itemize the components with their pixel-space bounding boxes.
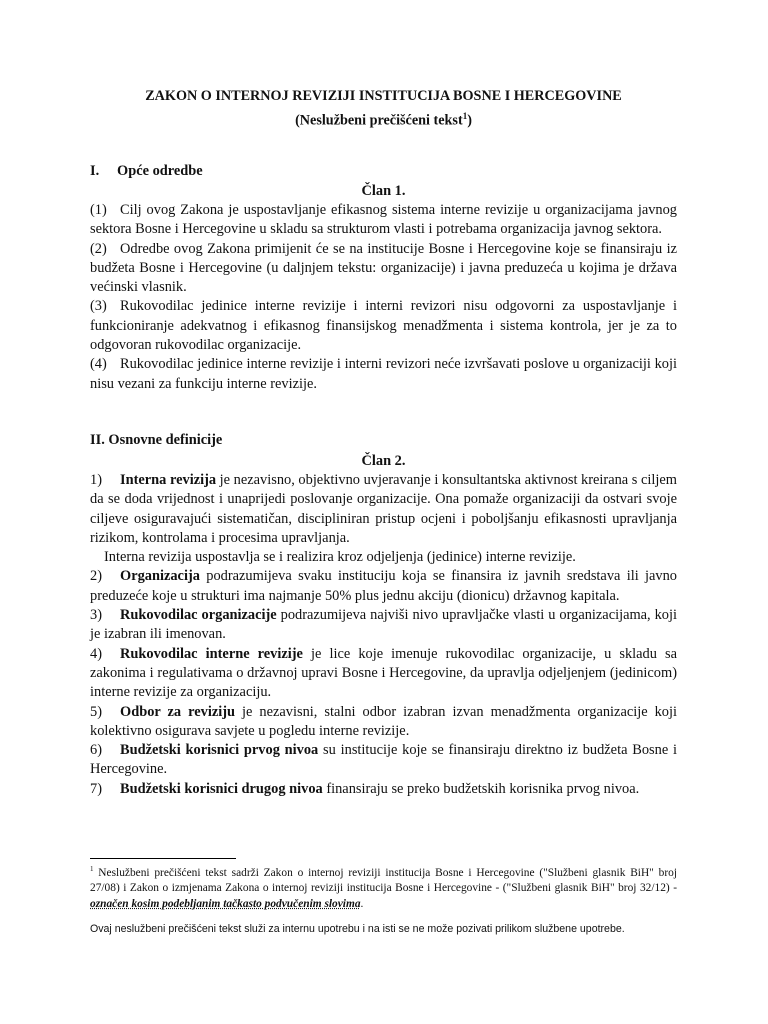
definition-item bbox=[90, 606, 677, 645]
article-1-title: Član 1. bbox=[361, 183, 406, 199]
definition-number: 4) bbox=[90, 645, 102, 662]
definition-text: Interna revizija uspostavlja se i realizira kroz odjeljenja (jedinice) interne revizije. bbox=[104, 549, 576, 566]
definition-item bbox=[90, 471, 677, 548]
definition-number: 5) bbox=[90, 703, 102, 720]
definition-item bbox=[90, 703, 677, 742]
paragraph-text: Odredbe ovog Zakona primijenit će se na institucije Bosne i Hercegovine koje se finansiraju iz budžeta Bosne i Hercegovine (u daljnjem tekstu: organizacije) i javna preduzeća u kojima je država većinski vlasnik. bbox=[90, 240, 677, 296]
definition-number: 1) bbox=[90, 472, 102, 488]
definition-text: su institucije koje se finansiraju direktno iz budžeta Bosne i Hercegovine. bbox=[90, 742, 677, 778]
definition-text: je nezavisno, objektivno uvjeravanje i konsultantska aktivnost kreirana s ciljem da se doda vrijednost i unaprijedi poslovanje organizacije. Ona pomaže organizaciji da ostvari svoje ciljeve osiguravajući sistematičan, discipliniran pristup ocjeni i poboljšanju efikasnosti upravljanja rizikom, kontrolama i procesima upravljanja. bbox=[90, 472, 677, 546]
definition-item bbox=[90, 567, 677, 606]
footnote-ref[interactable]: 1 bbox=[462, 111, 468, 121]
footnote-separator bbox=[90, 858, 236, 859]
paragraph-number: (4) bbox=[90, 356, 107, 373]
paragraph-text: Cilj ovog Zakona je uspostavljanje efikasnog sistema interne revizije u organizacijama javnog sektora Bosne i Hercegovine u skladu sa strukturom vlasti i potrebama organizacija javnog sektora. bbox=[90, 202, 677, 238]
definition-term: Rukovodilac organizacije bbox=[120, 607, 277, 624]
definition-number: 2) bbox=[90, 568, 102, 585]
article-1-paragraph bbox=[90, 240, 677, 298]
footnote: $^1$ Neslužbeni prečišćeni tekst sadrži Zakon o internoj reviziji institucija Bosne i Hercegovine ("Službeni glasnik BiH" broj 27/08) i Zakon o izmjenama Zakona o internoj reviziji institucija Bosne i Hercegovine - ("Službeni glasnik BiH" broj 32/12) - označen kosim podebljanim tačkasto podvučenim slovima. bbox=[90, 865, 677, 910]
definition-text: podrazumijeva najviši nivo upravljačke vlasti u organizacijama, koji je izabran ili imenovan. bbox=[90, 607, 677, 643]
section-1-heading: I. Opće odredbe bbox=[90, 163, 203, 179]
definition-number: 7) bbox=[90, 780, 102, 797]
definition-term: Odbor za reviziju bbox=[120, 703, 236, 720]
definition-text: je lice koje imenuje rukovodilac organizacije, u skladu sa zakonima i regulativama o državnoj upravi Bosne i Hercegovine, da upravlja odjeljenjem (jedinicom) interne revizije za organizaciju. bbox=[90, 645, 677, 701]
paragraph-number: (2) bbox=[90, 240, 107, 257]
section-2-heading: II. Osnovne definicije bbox=[90, 432, 223, 448]
marked-text-sample: označen kosim podebljanim tačkasto podvučenim slovima bbox=[90, 897, 361, 910]
article-1-paragraph bbox=[90, 297, 677, 355]
definition-item bbox=[90, 548, 677, 567]
definition-text: je nezavisni, stalni odbor izabran izvan menadžmenta organizacije koji kolektivno osigurava savjete u pogledu interne revizije. bbox=[90, 703, 677, 739]
definition-term: Interna revizija bbox=[120, 472, 217, 488]
paragraph-text: Rukovodilac jedinice interne revizije i interni revizori neće izvršavati poslove u organizaciji koji nisu vezani za funkciju interne revizije. bbox=[90, 356, 677, 392]
definition-item bbox=[90, 741, 677, 780]
paragraph-number: (3) bbox=[90, 298, 107, 315]
title-line-2: (Neslužbeni prečišćeni tekst$^1$) bbox=[295, 111, 472, 129]
title-line-1: ZAKON O INTERNOJ REVIZIJI INSTITUCIJA BOSNE I HERCEGOVINE bbox=[145, 88, 622, 104]
disclaimer-note: Ovaj neslužbeni prečišćeni tekst služi za internu upotrebu i na isti se ne može pozivati prilikom službene upotrebe. bbox=[90, 923, 625, 935]
document-title bbox=[90, 86, 677, 131]
article-1-paragraph bbox=[90, 201, 677, 240]
definition-term: Organizacija bbox=[120, 568, 200, 585]
article-1-body bbox=[90, 201, 677, 394]
article-1-paragraph bbox=[90, 355, 677, 394]
definition-text: finansiraju se preko budžetskih korisnika prvog nivoa. bbox=[322, 780, 640, 797]
definition-term: Budžetski korisnici prvog nivoa bbox=[120, 742, 319, 759]
definition-term: Rukovodilac interne revizije bbox=[120, 645, 303, 662]
definition-number: 6) bbox=[90, 742, 102, 759]
definition-term: Budžetski korisnici drugog nivoa bbox=[120, 780, 323, 797]
definition-item bbox=[90, 645, 677, 703]
paragraph-text: Rukovodilac jedinice interne revizije i interni revizori nisu odgovorni za uspostavljanje i funkcioniranje adekvatnog i efikasnog finansijskog menadžmenta i sistema kontrola, jer je za to odgovoran rukovodilac organizacije. bbox=[90, 298, 677, 354]
definition-number: 3) bbox=[90, 607, 102, 624]
paragraph-number: (1) bbox=[90, 202, 107, 218]
definition-text: podrazumijeva svaku instituciju koja se finansira iz javnih sredstava ili javno preduzeće koje u strukturi ima najmanje 50% plus jednu akciju (dionicu) državnog kapitala. bbox=[90, 568, 677, 604]
article-2-body bbox=[90, 471, 677, 799]
article-2-title: Član 2. bbox=[361, 453, 406, 469]
definition-item bbox=[90, 780, 677, 799]
